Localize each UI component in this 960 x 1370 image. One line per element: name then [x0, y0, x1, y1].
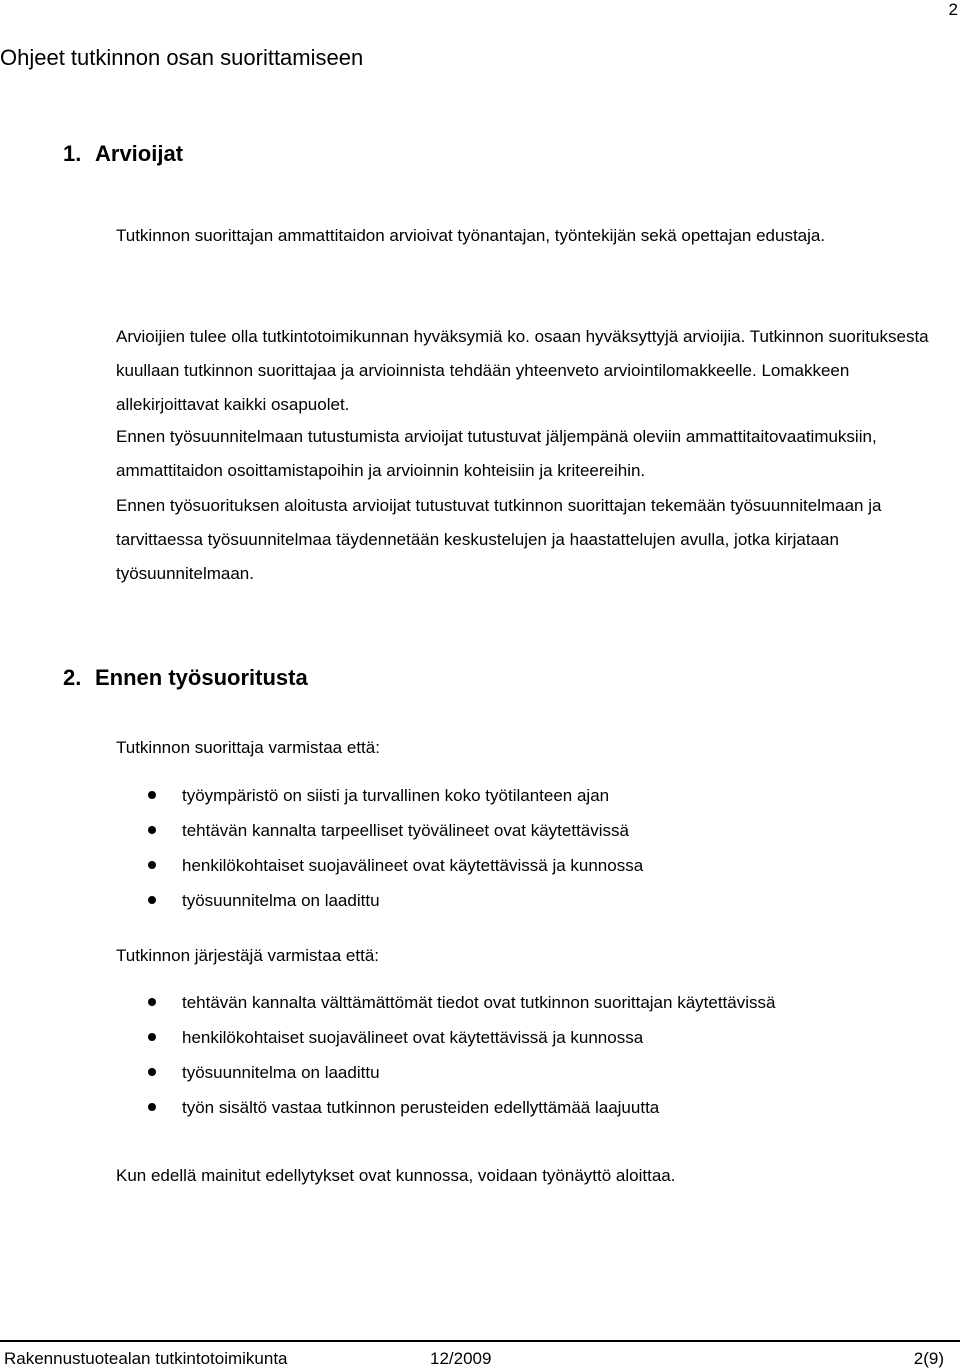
bullet-icon: [148, 826, 156, 834]
footer-divider: [0, 1340, 960, 1342]
list-item: tehtävän kannalta välttämättömät tiedot ovat tutkinnon suorittajan käytettävissä: [148, 985, 775, 1020]
bullet-icon: [148, 1033, 156, 1041]
list-item: työsuunnitelma on laadittu: [148, 883, 643, 918]
section-1-paragraph-4: Ennen työsuorituksen aloitusta arvioijat tutustuvat tutkinnon suorittajan tekemään työsuunnitelmaan ja tarvittaessa työsuunnitelmaa täydennetään keskustelujen ja haastattelujen avulla, jotka kirjataan työsuunnitelmaan.: [116, 496, 882, 583]
section-1-heading: [63, 140, 183, 168]
bullet-icon: [148, 896, 156, 904]
candidate-checklist: [148, 778, 643, 918]
organizer-checklist: [148, 985, 775, 1125]
list-item: työympäristö on siisti ja turvallinen koko työtilanteen ajan: [148, 778, 643, 813]
section-1-paragraph-1: Tutkinnon suorittajan ammattitaidon arvioivat työnantajan, työntekijän sekä opettajan edustaja.: [116, 226, 826, 245]
organizer-intro: Tutkinnon järjestäjä varmistaa että:: [116, 946, 379, 965]
footer-date: 12/2009: [430, 1349, 492, 1368]
section-2-number: 2.: [63, 665, 82, 690]
page-number: 2: [948, 0, 958, 19]
bullet-icon: [148, 1103, 156, 1111]
document-title: Ohjeet tutkinnon osan suorittamiseen: [0, 45, 364, 70]
footer-organization: Rakennustuotealan tutkintotoimikunta: [4, 1349, 288, 1368]
list-item: henkilökohtaiset suojavälineet ovat käytettävissä ja kunnossa: [148, 848, 643, 883]
list-item: työn sisältö vastaa tutkinnon perusteiden edellyttämää laajuutta: [148, 1090, 775, 1125]
footer-page: 2(9): [913, 1349, 944, 1368]
list-item: työsuunnitelma on laadittu: [148, 1055, 775, 1090]
section-1-paragraph-2: Arvioijien tulee olla tutkintotoimikunnan hyväksymiä ko. osaan hyväksyttyjä arvioijia. Tutkinnon suorituksesta kuullaan tutkinnon suorittajaa ja arvioinnista tehdään yhteenveto arviointilomakkeelle. Lomakkeen allekirjoittavat kaikki osapuolet.: [116, 327, 929, 414]
section-2-title: Ennen työsuoritusta: [95, 665, 308, 690]
section-1-paragraph-3: Ennen työsuunnitelmaan tutustumista arvioijat tutustuvat jäljempänä oleviin ammattitaitovaatimuksiin, ammattitaidon osoittamistapoihin ja arvioinnin kohteisiin ja kriteereihin.: [116, 427, 877, 480]
closing-statement: Kun edellä mainitut edellytykset ovat kunnossa, voidaan työnäyttö aloittaa.: [116, 1166, 676, 1185]
candidate-intro: Tutkinnon suorittaja varmistaa että:: [116, 738, 380, 757]
bullet-icon: [148, 998, 156, 1006]
section-1-number: 1.: [63, 141, 82, 166]
bullet-icon: [148, 861, 156, 869]
list-item: henkilökohtaiset suojavälineet ovat käytettävissä ja kunnossa: [148, 1020, 775, 1055]
section-2-heading: [63, 664, 308, 692]
bullet-icon: [148, 791, 156, 799]
list-item: tehtävän kannalta tarpeelliset työvälineet ovat käytettävissä: [148, 813, 643, 848]
bullet-icon: [148, 1068, 156, 1076]
section-1-title: Arvioijat: [95, 141, 184, 166]
